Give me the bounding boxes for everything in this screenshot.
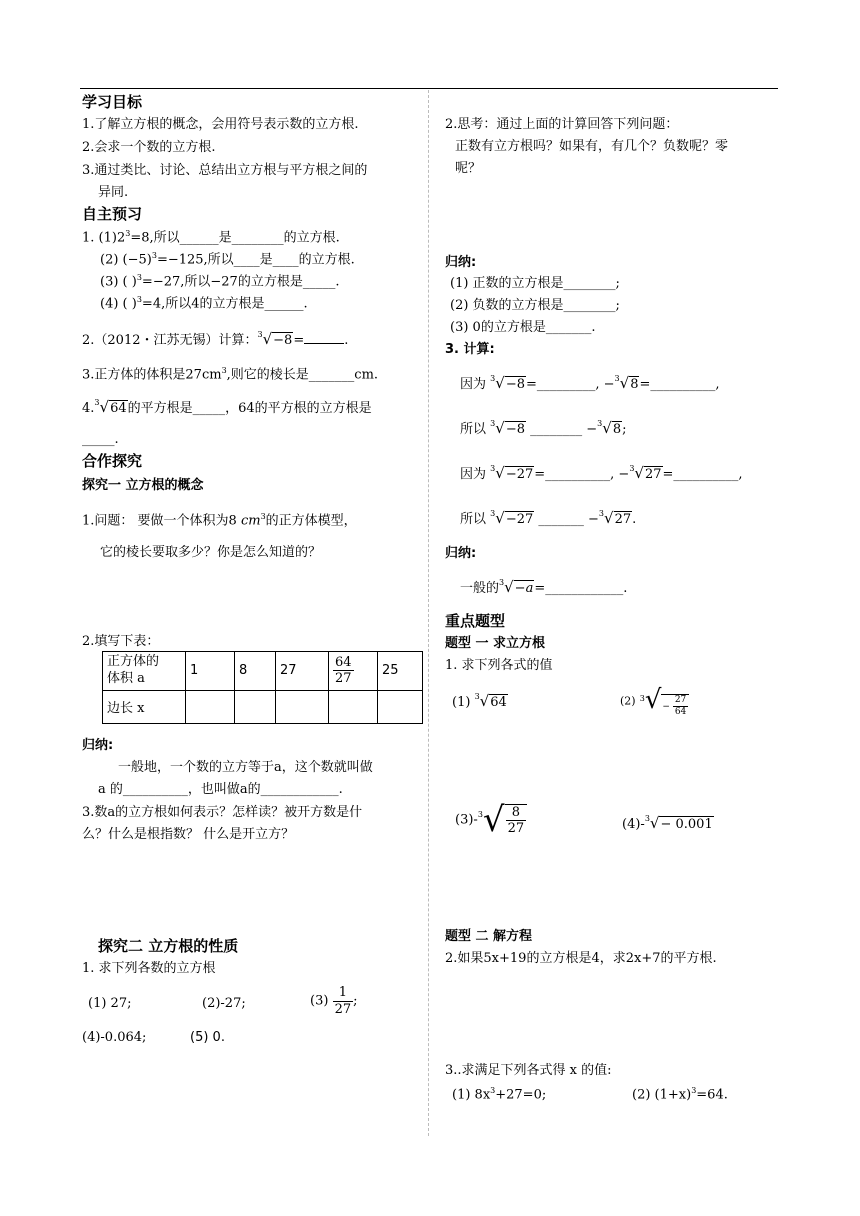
summary-heading: 归纳:	[82, 738, 114, 753]
explore-1-title: 探究一 立方根的概念	[82, 478, 204, 493]
type-1-q: 1. 求下列各式的值	[445, 658, 553, 673]
question-1-cont: 它的棱长要取多少？你是怎么知道的？	[100, 545, 322, 560]
calc-line-3: 因为 $^3$√−27=__________, −$^3$√27=__________,	[460, 464, 743, 482]
summary-line-1: 一般地，一个数的立方等于a，这个数就叫做	[118, 760, 373, 775]
e2-item-3: (3) $\frac{1}{27}$ ;	[310, 985, 358, 1017]
preview-3: 3.正方体的体积是$27cm^3$,则它的棱长是_______cm.	[82, 366, 379, 383]
preview-1c: (3) ( )$^3$=−27,所以−27的立方根是_____.	[100, 273, 340, 290]
coop-heading: 合作探究	[82, 452, 143, 470]
type-1-item-1: (1) $^3$√64	[452, 692, 507, 710]
column-divider	[428, 90, 429, 1136]
table-row	[103, 652, 423, 691]
cube-root-expr: $^3$√−8	[257, 330, 293, 348]
calc-line-2: 所以 $^3$√−8 ________ −$^3$√8;	[460, 419, 627, 437]
summary-line-2: a 的__________，也叫做a的____________.	[98, 782, 343, 797]
calc-line-1: 因为 $^3$√−8=_________, −$^3$√8=__________,	[460, 374, 720, 392]
table-cell[interactable]	[276, 690, 329, 723]
think-q-line2: 正数有立方根吗？如果有，有几个？负数呢？零	[455, 139, 729, 154]
type-2-q3-item-2: (2) $(1+x)^3=64$.	[632, 1086, 728, 1103]
table-cell: 27	[276, 652, 329, 691]
preview-heading: 自主预习	[82, 205, 143, 223]
e2-item-4: (4)-0.064;	[82, 1030, 147, 1045]
table-row	[103, 690, 423, 723]
table-cell: $\frac{64}{27}$	[329, 652, 378, 691]
table-cell: 8	[235, 652, 276, 691]
induction-2-heading: 归纳:	[445, 546, 477, 561]
preview-2: 2.（2012・江苏无锡）计算：$^3$√−8= .	[82, 330, 349, 348]
preview-1b: (2) $(-5)^3=-125$,所以____是____的立方根.	[100, 251, 355, 268]
type-1-title: 题型 一 求立方根	[445, 636, 546, 651]
induction-heading: 归纳:	[445, 255, 477, 270]
think-q-line3: 呢？	[455, 161, 482, 176]
type-1-item-2: (2) 3√− $\frac{27}{64}$	[620, 685, 689, 717]
preview-1a: 1. $(1)2^3=8$,所以______是________的立方根.	[82, 229, 340, 246]
calc-line-4: 所以 $^3$√−27 _______ −$^3$√27.	[460, 509, 637, 527]
goal-1: 1.了解立方根的概念，会用符号表示数的立方根.	[82, 117, 359, 132]
fill-table	[102, 651, 423, 724]
general-rule: 一般的$^3$√−a=____________.	[460, 578, 628, 596]
think-q: 2.思考：通过上面的计算回答下列问题：	[445, 117, 679, 132]
type-2-q3: 3..求满足下列各式得 x 的值:	[445, 1063, 612, 1078]
preview-4: 4.$^3$√64的平方根是_____，64的平方根的立方根是	[82, 398, 372, 416]
table-cell: 25	[378, 652, 423, 691]
explore-2-title: 探究二 立方根的性质	[98, 937, 239, 955]
table-cell: 1	[186, 652, 235, 691]
question-3-cont: 么？什么是根指数？ 什么是开立方？	[82, 827, 295, 842]
induction-3: (3) 0的立方根是_______.	[450, 320, 596, 335]
table-cell[interactable]	[329, 690, 378, 723]
cube-root-expr: $^3$√64	[94, 398, 127, 416]
induction-1: (1) 正数的立方根是________;	[450, 276, 620, 291]
e2-item-1: (1) 27;	[88, 996, 132, 1011]
question-3: 3.数a的立方根如何表示？怎样读？被开方数是什	[82, 805, 363, 820]
preview-4-cont: _____.	[82, 432, 119, 447]
type-1-item-3: (3)-$^3$√ $\frac{8}{27}$	[455, 800, 527, 841]
e2-item-2: (2)-27;	[202, 996, 246, 1011]
type-2-q3-item-1: (1) $8x^3+27=0$;	[452, 1086, 547, 1103]
goal-2: 2.会求一个数的立方根.	[82, 140, 216, 155]
explore-2-q1: 1. 求下列各数的立方根	[82, 961, 216, 976]
table-cell[interactable]	[235, 690, 276, 723]
goal-3: 3.通过类比、讨论、总结出立方根与平方根之间的	[82, 163, 368, 178]
preview-1d: (4) ( )$^3$=4,所以4的立方根是______.	[100, 295, 308, 312]
type-1-item-4: (4)-$^3$√− 0.001	[622, 814, 713, 832]
calc-heading: 3. 计算:	[445, 342, 495, 357]
question-2: 2.填写下表：	[82, 634, 160, 649]
induction-2: (2) 负数的立方根是________;	[450, 298, 620, 313]
question-1: 1.问题： 要做一个体积为8 $cm^3$的正方体模型，	[82, 512, 357, 529]
table-cell[interactable]	[186, 690, 235, 723]
goal-3-cont: 异同.	[98, 185, 129, 200]
type-2-q: 2.如果5x+19的立方根是4，求2x+7的平方根.	[445, 951, 717, 966]
table-cell: 边长 x	[103, 690, 186, 723]
goals-heading: 学习目标	[82, 93, 143, 111]
table-cell[interactable]	[378, 690, 423, 723]
table-cell: 正方体的 体积 a	[103, 652, 186, 691]
e2-item-5: (5) 0.	[190, 1030, 225, 1045]
key-types-heading: 重点题型	[445, 612, 506, 630]
type-2-title: 题型 二 解方程	[445, 929, 533, 944]
header-rule	[80, 88, 778, 89]
